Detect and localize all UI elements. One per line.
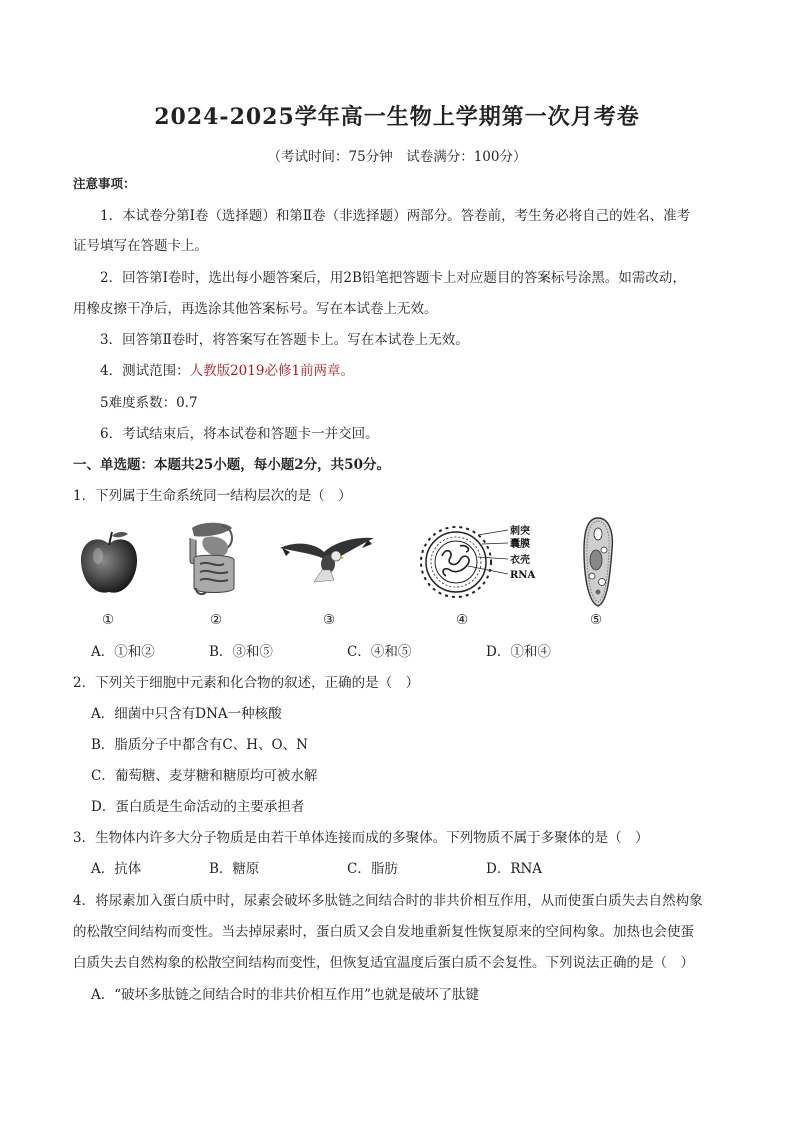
question-1-stem: 1．下列属于生命系统同一结构层次的是（ ） — [73, 488, 352, 504]
notice-item-3: 3．回答第Ⅱ卷时，将答案写在答题卡上。写在本试卷上无效。 — [100, 332, 469, 348]
paramecium-image — [578, 516, 618, 608]
virus-label-envelope: 囊膜 — [510, 539, 530, 550]
q2-option-d[interactable]: D．蛋白质是生命活动的主要承担者 — [91, 799, 305, 815]
q3-option-c[interactable]: C．脂肪 — [347, 861, 398, 877]
notice-heading: 注意事项： — [73, 176, 136, 191]
virus-structure-diagram — [416, 522, 546, 602]
q3-option-b[interactable]: B．糖原 — [209, 861, 260, 877]
figure-label-5: ⑤ — [590, 612, 603, 628]
question-4-line-2: 的松散空间结构而变性。当去掉尿素时，蛋白质又会自发地重新复性恢复原来的空间构象。加热也会使蛋 — [73, 924, 694, 940]
q4-option-a[interactable]: A．“破坏多肽链之间结合时的非共价相互作用”也就是破坏了肽键 — [91, 987, 480, 1003]
notice-item-2-line-1: 2．回答第Ⅰ卷时，选出每小题答案后，用2B铅笔把答题卡上对应题目的答案标号涂黑。如需改动， — [100, 270, 686, 286]
figure-label-1: ① — [102, 612, 115, 628]
q2-option-c[interactable]: C．葡萄糖、麦芽糖和糖原均可被水解 — [91, 768, 318, 784]
question-2-stem: 2．下列关于细胞中元素和化合物的叙述，正确的是（ ） — [73, 675, 420, 691]
notice-item-4 — [100, 361, 354, 381]
notice-item-1-line-1: 1．本试卷分第Ⅰ卷（选择题）和第Ⅱ卷（非选择题）两部分。答卷前，考生务必将自己的姓名、准考 — [100, 208, 691, 224]
exam-info: （考试时间：75分钟 试卷满分：100分） — [267, 149, 527, 165]
virus-label-rna: RNA — [510, 570, 536, 581]
question-4-line-1: 4．将尿素加入蛋白质中时，尿素会破坏多肽链之间结合时的非共价相互作用，从而使蛋白质失去自然构象 — [73, 893, 703, 909]
notice-item-5: 5难度系数：0.7 — [100, 395, 198, 411]
q2-option-b[interactable]: B．脂质分子中都含有C、H、O、N — [91, 737, 308, 753]
digestive-system-image — [182, 518, 244, 598]
q1-option-b[interactable]: B．③和⑤ — [209, 644, 273, 660]
notice-item-2-line-2: 用橡皮擦干净后，再选涂其他答案标号。写在本试卷上无效。 — [73, 301, 438, 317]
figure-label-2: ② — [210, 612, 223, 628]
q2-option-a[interactable]: A．细菌中只含有DNA一种核酸 — [91, 706, 282, 722]
virus-label-spike: 刺突 — [510, 526, 530, 537]
q1-option-a[interactable]: A．①和② — [91, 644, 155, 660]
question-3-stem: 3．生物体内许多大分子物质是由若干单体连接而成的多聚体。下列物质不属于多聚体的是（ ） — [73, 830, 649, 846]
question-4-line-3: 白质失去自然构象的松散空间结构而变性，但恢复适宜温度后蛋白质不会复性。下列说法正确的是（ ） — [73, 955, 694, 971]
figure-label-3: ③ — [323, 612, 336, 628]
q1-option-c[interactable]: C．④和⑤ — [347, 644, 412, 660]
notice-item-6: 6．考试结束后，将本试卷和答题卡一并交回。 — [100, 426, 379, 442]
q3-option-d[interactable]: D．RNA — [486, 861, 543, 877]
notice-item-4-prefix: 4．测试范围： — [100, 363, 190, 379]
q3-option-a[interactable]: A．抗体 — [91, 861, 142, 877]
q1-option-d[interactable]: D．①和④ — [486, 644, 551, 660]
page-title: 2024-2025学年高一生物上学期第一次月考卷 — [154, 104, 640, 130]
virus-label-capsid: 衣壳 — [510, 555, 530, 566]
test-range: 人教版2019必修1前两章。 — [189, 363, 355, 379]
eagle-image — [278, 530, 376, 584]
apple-image — [76, 528, 142, 598]
figure-label-4: ④ — [456, 612, 469, 628]
section-heading: 一、单选题：本题共25小题，每小题2分，共50分。 — [73, 457, 390, 473]
notice-item-1-line-2: 证号填写在答题卡上。 — [73, 238, 208, 254]
